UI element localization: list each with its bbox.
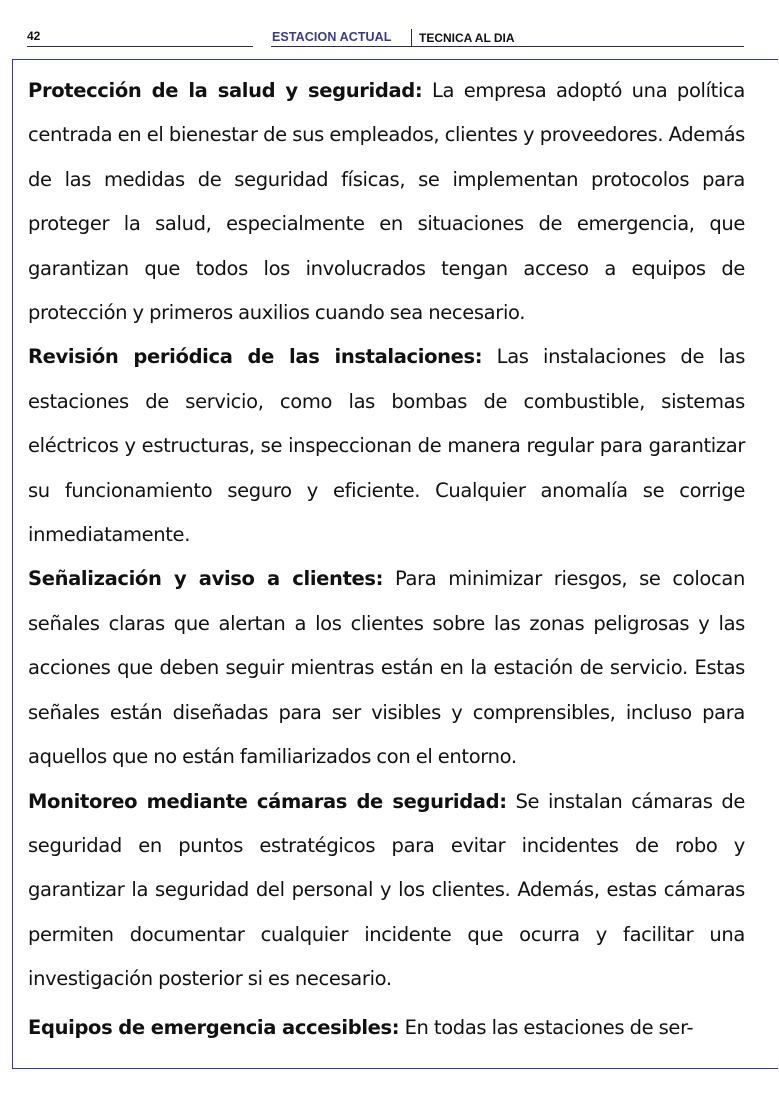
article-body (28, 69, 745, 1050)
paragraph-text: En todas las estaciones de ser- (399, 1015, 694, 1039)
section-label: ESTACION ACTUAL (272, 30, 392, 44)
paragraph-title: Equipos de emergencia accesibles: (28, 1015, 400, 1039)
page-header (0, 0, 779, 56)
header-rule-right (271, 46, 744, 47)
header-divider (411, 29, 412, 46)
paragraph-title: Protección de la salud y seguridad: (28, 79, 423, 102)
paragraph-text: Para minimizar riesgos, se colocan señales claras que alertan a los clientes sobre las zonas peligrosas y las acciones que deben seguir mientras están en la estación de servicio. Estas señales están diseñadas para ser visibles y comprensibles, incluso para aquellos que no están familiarizados con el entorno. (28, 567, 745, 769)
paragraph-text: Las instalaciones de las estaciones de servicio, como las bombas de combustible, sistemas eléctricos y estructuras, se inspeccionan de manera regular para garantizar su funcionamiento seguro y eficiente. Cualquier anomalía se corrige inmediatamente. (28, 345, 746, 547)
paragraph-text: La empresa adoptó una política centrada en el bienestar de sus empleados, clientes y proveedores. Además de las medidas de seguridad físicas, se implementan protocolos para proteger la salud, especialmente en situaciones de emergencia, que garantizan que todos los involucrados tengan acceso a equipos de protección y primeros auxilios cuando sea necesario. (28, 79, 745, 325)
paragraph-signage (28, 557, 745, 779)
paragraph-health-safety (28, 69, 745, 335)
paragraph-title: Señalización y aviso a clientes: (28, 567, 384, 591)
page-number: 42 (27, 29, 41, 43)
paragraph-text: Se instalan cámaras de seguridad en puntos estratégicos para evitar incidentes de robo y garantizar la seguridad del personal y los clientes. Además, estas cámaras permiten documentar cualquier incidente que ocurra y facilitar una investigación posterior si es necesario. (28, 789, 745, 991)
paragraph-facility-review (28, 335, 745, 557)
paragraph-emergency-equipment (28, 1006, 745, 1050)
paragraph-title: Monitoreo mediante cámaras de seguridad: (28, 789, 507, 813)
header-rule-left (27, 46, 253, 47)
section-sublabel: TECNICA AL DIA (419, 31, 515, 45)
paragraph-camera-monitoring (28, 780, 745, 1002)
paragraph-title: Revisión periódica de las instalaciones: (28, 345, 483, 369)
